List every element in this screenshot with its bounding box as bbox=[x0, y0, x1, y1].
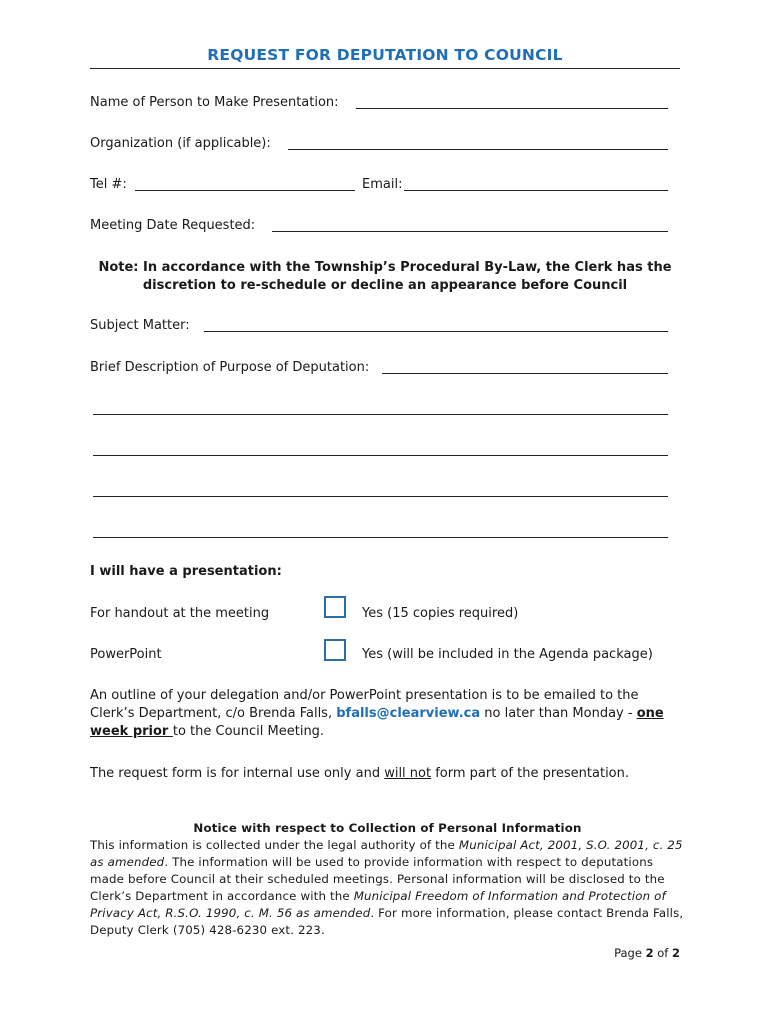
name-label: Name of Person to Make Presentation: bbox=[90, 95, 339, 110]
outline-paragraph bbox=[90, 687, 670, 741]
tel-field[interactable] bbox=[135, 190, 355, 191]
description-field[interactable] bbox=[382, 373, 668, 374]
title-rule bbox=[90, 68, 680, 69]
email-label: Email: bbox=[362, 177, 403, 192]
outline-text-2: no later than Monday - bbox=[480, 706, 637, 721]
powerpoint-option: Yes (will be included in the Agenda package) bbox=[362, 647, 653, 662]
subject-label: Subject Matter: bbox=[90, 318, 190, 333]
handout-label: For handout at the meeting bbox=[90, 606, 270, 621]
internal-text-1: The request form is for internal use only and bbox=[90, 766, 385, 781]
description-line-4[interactable] bbox=[93, 496, 668, 497]
tel-label: Tel #: bbox=[90, 177, 127, 192]
subject-field[interactable] bbox=[204, 331, 668, 332]
clerk-email-link[interactable]: bfalls@clearview.ca bbox=[336, 706, 481, 721]
description-label: Brief Description of Purpose of Deputation: bbox=[90, 360, 370, 375]
outline-text-1: An outline of your delegation and/or PowerPoint presentation is to be emailed to the Clerk’s Department, c/o Brenda Falls, bbox=[90, 688, 639, 721]
form-title: REQUEST FOR DEPUTATION TO COUNCIL bbox=[207, 46, 563, 64]
outline-text-3: to the Council Meeting. bbox=[172, 724, 325, 739]
notice-body bbox=[90, 837, 685, 939]
notice-text-3: . For more information, please contact Brenda Falls, Deputy Clerk (705) 428-6230 ext. 223. bbox=[90, 906, 684, 937]
presentation-heading: I will have a presentation: bbox=[90, 564, 282, 579]
description-line-5[interactable] bbox=[93, 537, 668, 538]
internal-text-2: form part of the presentation. bbox=[431, 766, 630, 781]
organization-label: Organization (if applicable): bbox=[90, 136, 271, 151]
page-number bbox=[560, 946, 680, 960]
organization-field[interactable] bbox=[288, 149, 668, 150]
powerpoint-checkbox[interactable] bbox=[324, 639, 346, 661]
meeting-date-label: Meeting Date Requested: bbox=[90, 218, 256, 233]
notice-text-2: . The information will be used to provide information with respect to deputations made before Council at their scheduled meetings. Personal information will be disclosed to the Clerk’s Department in accordance with the bbox=[90, 855, 665, 903]
description-line-3[interactable] bbox=[93, 455, 668, 456]
page-total: 2 bbox=[671, 946, 680, 960]
privacy-notice bbox=[90, 820, 685, 939]
note-line-1: Note: In accordance with the Township’s Procedural By-Law, the Clerk has the bbox=[98, 260, 672, 275]
handout-option: Yes (15 copies required) bbox=[362, 606, 519, 621]
page-word: Page bbox=[614, 946, 642, 960]
notice-title: Notice with respect to Collection of Personal Information bbox=[193, 821, 582, 835]
note-line-2: discretion to re-schedule or decline an appearance before Council bbox=[142, 278, 628, 293]
email-field[interactable] bbox=[404, 190, 668, 191]
notice-act-2: Municipal Freedom of Information and Protection of Privacy Act, R.S.O. 1990, c. M. 56 as amended bbox=[90, 889, 666, 920]
description-line-2[interactable] bbox=[93, 414, 668, 415]
page-current: 2 bbox=[645, 946, 654, 960]
handout-checkbox[interactable] bbox=[324, 596, 346, 618]
notice-act-1: Municipal Act, 2001, S.O. 2001, c. 25 as amended bbox=[90, 838, 683, 869]
procedural-note bbox=[90, 259, 680, 295]
powerpoint-label: PowerPoint bbox=[90, 647, 162, 662]
notice-text-1: This information is collected under the legal authority of the bbox=[90, 838, 459, 852]
name-field[interactable] bbox=[356, 108, 668, 109]
deadline-text: one week prior bbox=[90, 706, 664, 739]
meeting-date-field[interactable] bbox=[272, 231, 668, 232]
of-word: of bbox=[657, 946, 669, 960]
internal-emphasis: will not bbox=[384, 766, 432, 781]
internal-use-paragraph bbox=[90, 765, 670, 783]
